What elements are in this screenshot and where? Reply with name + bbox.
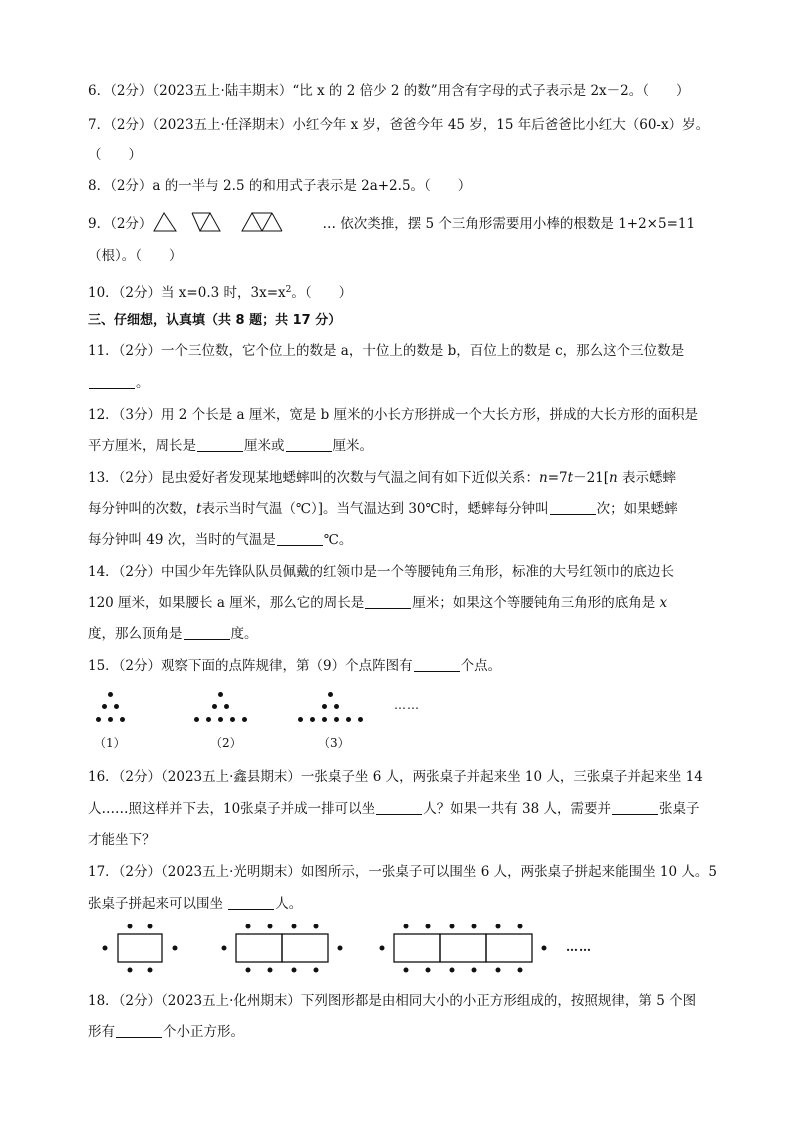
text: 次；如果蟋蟀 [596, 501, 678, 517]
question-9-text: … 依次类推，摆 5 个三角形需要用小棒的根数是 1+2×5=11 [322, 216, 696, 232]
dot [224, 704, 229, 709]
dot [328, 692, 333, 697]
question-12-line1: 12．（3分）用 2 个长是 a 厘米，宽是 b 厘米的小长方形拼成一个大长方形，拼成的大长方形的面积是 [88, 407, 699, 423]
text: 每分钟叫的次数， [88, 501, 196, 517]
answer-blank[interactable] [277, 531, 323, 546]
answer-blank[interactable] [197, 437, 243, 452]
text: 每分钟叫 49 次，当时的气温是 [88, 532, 276, 548]
table-rect [394, 934, 440, 962]
question-11-line2 [88, 373, 150, 393]
dot [322, 704, 327, 709]
dot [334, 717, 339, 722]
question-12-line2 [88, 436, 373, 456]
text: 厘米或 [244, 438, 285, 454]
text: 15．（2分）观察下面的点阵规律，第（9）个点阵图有 [88, 658, 413, 674]
table-rect [118, 934, 162, 962]
text: 平方厘米，周长是 [88, 438, 196, 454]
question-15 [88, 656, 501, 676]
question-11-end: 。 [136, 375, 150, 391]
text: －21[ [573, 470, 610, 486]
dot [298, 717, 303, 722]
dot [322, 717, 327, 722]
answer-blank[interactable] [365, 594, 411, 609]
dot [120, 717, 125, 722]
answer-blank[interactable] [89, 374, 135, 389]
text: 个点。 [460, 658, 502, 674]
question-13-line2 [88, 499, 678, 519]
answer-blank[interactable] [376, 800, 422, 815]
dot [218, 717, 223, 722]
answer-blank[interactable] [612, 800, 658, 815]
text: 120 厘米，如果腰长 a 厘米，那么它的周长是 [88, 595, 365, 611]
text: 张桌子拼起来可以围坐 [88, 896, 228, 912]
question-10 [88, 280, 352, 303]
question-17-line2 [88, 894, 302, 914]
var-t: t [567, 470, 574, 486]
question-7-line1: 7．（2分）（2023五上·任泽期末）小红今年 x 岁，爸爸今年 45 岁，15 年后爸爸比小红大（60-x）岁。 [88, 117, 710, 133]
superscript: 2 [285, 285, 292, 295]
var-n: n [609, 470, 618, 486]
ellipsis: …… [566, 940, 592, 954]
dot-array-figure [88, 688, 428, 752]
dot [102, 704, 107, 709]
question-6: 6．（2分）（2023五上·陆丰期末）“比 x 的 2 倍少 2 的数”用含有字母的式子表示是 2x－2。（ ） [88, 83, 690, 99]
question-7-line2: （ ） [88, 147, 142, 163]
dot [310, 717, 315, 722]
question-16-line1: 16．（2分）（2023五上·鑫县期末）一张桌子坐 6 人，两张桌子并起来坐 10 人，三张桌子并起来坐 14 [88, 769, 703, 785]
question-11-line1: 11．（2分）一个三位数，它个位上的数是 a，十位上的数是 b，百位上的数是 c，那么这个三位数是 [88, 343, 685, 359]
text: =7 [547, 470, 568, 486]
tables-figure [100, 924, 600, 974]
question-16-line2 [88, 799, 699, 819]
text: 表示当时气温（℃）]。当气温达到 30℃时，蟋蟀每分钟叫 [201, 501, 549, 517]
text: 表示蟋蟀 [617, 470, 677, 486]
question-9-number: 9．（2分） [88, 216, 153, 232]
question-9-line2: （根）。（ ） [88, 248, 183, 264]
text: 度，那么顶角是 [88, 626, 183, 642]
dot [346, 717, 351, 722]
question-14-line2 [88, 593, 667, 613]
pattern-caption-3: （3） [318, 736, 350, 750]
dot [108, 692, 113, 697]
dot [114, 704, 119, 709]
var-x: x [659, 595, 668, 611]
answer-blank[interactable] [184, 625, 230, 640]
question-10-end: 。（ ） [291, 285, 353, 301]
var-t: t [196, 501, 202, 517]
ellipsis: …… [394, 698, 420, 712]
tables-diagram [100, 924, 600, 974]
text: 度。 [230, 626, 258, 642]
answer-blank[interactable] [116, 1023, 162, 1038]
text: 张桌子 [658, 801, 700, 817]
section-3-heading: 三、仔细想，认真填（共 8 题；共 17 分） [88, 313, 342, 328]
text: 个小正方形。 [163, 1024, 244, 1040]
text: 厘米；如果这个等腰钝角三角形的底角是 [412, 595, 660, 611]
answer-blank[interactable] [286, 437, 332, 452]
dot [334, 704, 339, 709]
question-8: 8．（2分）a 的一半与 2.5 的和用式子表示是 2a+2.5。（ ） [88, 178, 472, 194]
table-rect [440, 934, 486, 962]
dot [218, 692, 223, 697]
dot [96, 717, 101, 722]
answer-blank[interactable] [550, 500, 596, 515]
answer-blank[interactable] [414, 657, 460, 672]
text: 厘米。 [332, 438, 373, 454]
dot [108, 717, 113, 722]
triangle-sticks-figure [152, 211, 322, 231]
question-9-line1 [88, 211, 695, 234]
table-rect [236, 934, 282, 962]
question-14-line1: 14．（2分）中国少年先锋队队员佩戴的红领巾是一个等腰钝角三角形，标准的大号红领巾的底边长 [88, 564, 675, 580]
text: ℃。 [323, 532, 353, 548]
answer-blank[interactable] [228, 895, 274, 910]
triangles-icon [152, 211, 322, 233]
var-n: n [539, 470, 548, 486]
dot [358, 717, 363, 722]
table-rect [486, 934, 532, 962]
question-18-line1: 18．（2分）（2023五上·化州期末）下列图形都是由相同大小的小正方形组成的，按照规律，第 5 个图 [88, 993, 697, 1009]
text: 人。 [275, 896, 303, 912]
text: 形有 [88, 1024, 115, 1040]
question-17-line1: 17．（2分）（2023五上·光明期末）如图所示，一张桌子可以围坐 6 人，两张桌子拼起来能围坐 10 人。5 [88, 864, 717, 880]
dot [194, 717, 199, 722]
dot [242, 717, 247, 722]
question-13-line1 [88, 468, 676, 488]
question-16-line3: 才能坐下？ [88, 832, 156, 848]
text: 人……照这样并下去，10张桌子并成一排可以坐 [88, 801, 376, 817]
text: 13．（2分）昆虫爱好者发现某地蟋蟀叫的次数与气温之间有如下近似关系： [88, 470, 540, 486]
text: 人？如果一共有 38 人，需要并 [423, 801, 611, 817]
pattern-caption-1: （1） [94, 736, 126, 750]
dot [206, 717, 211, 722]
pattern-caption-2: （2） [210, 736, 242, 750]
dot [212, 704, 217, 709]
question-10-text: 10．（2分）当 x=0.3 时，3x=x [88, 285, 286, 301]
question-18-line2 [88, 1022, 244, 1042]
dot [230, 717, 235, 722]
question-14-line3 [88, 624, 258, 644]
question-13-line3 [88, 530, 352, 550]
table-rect [282, 934, 328, 962]
